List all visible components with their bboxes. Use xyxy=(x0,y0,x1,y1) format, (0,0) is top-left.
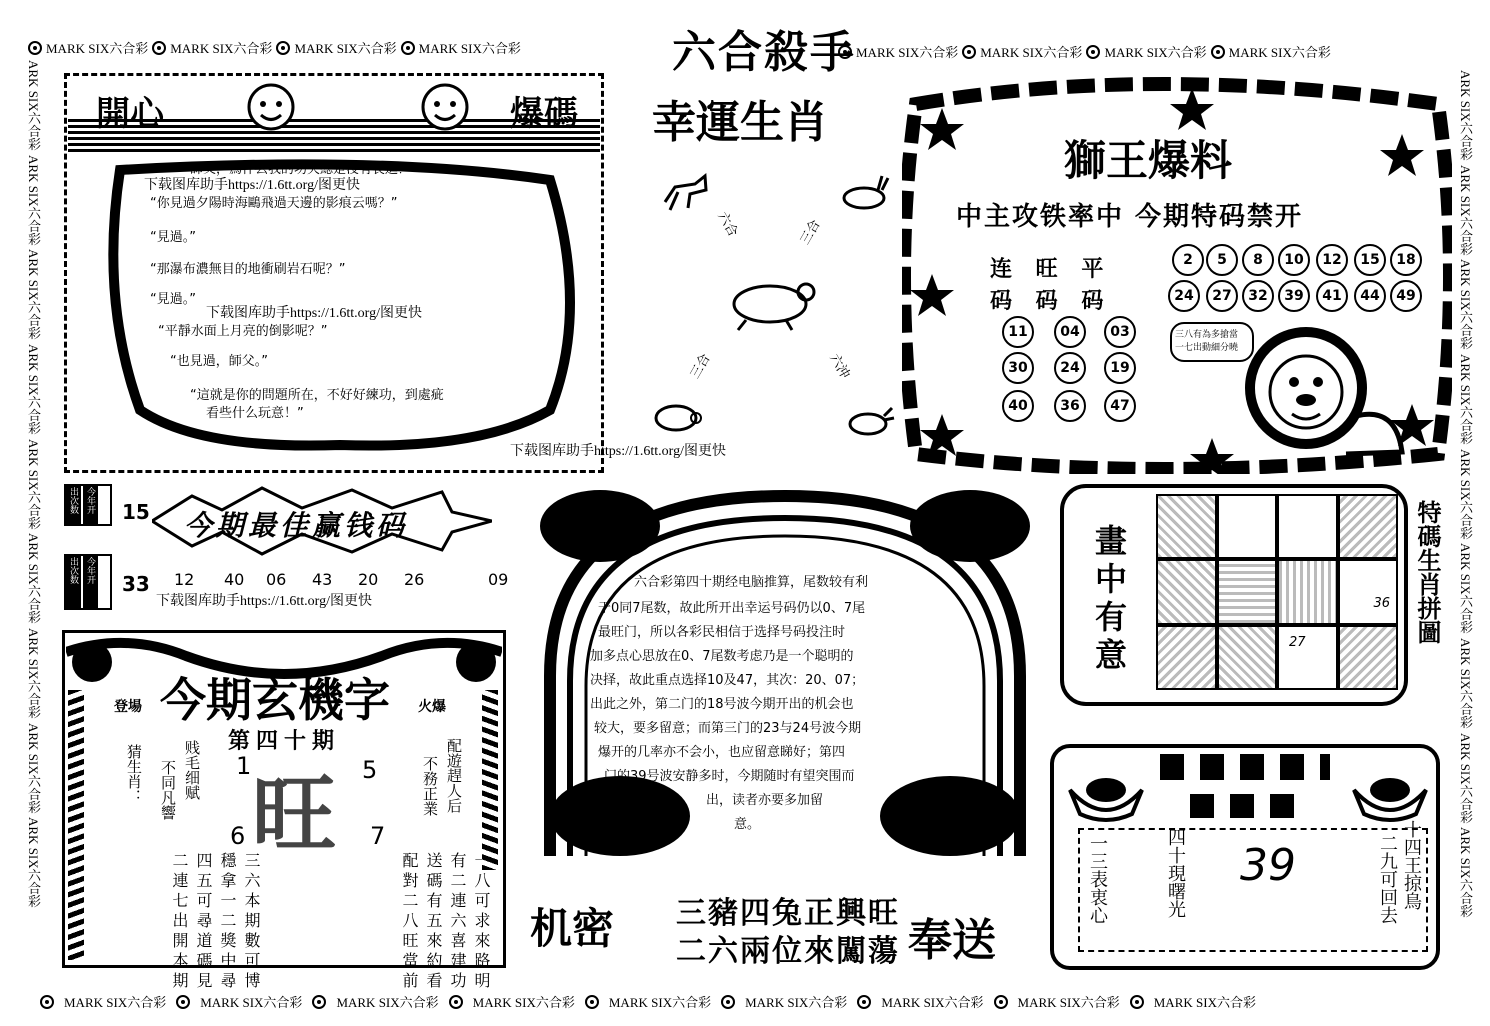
banned-number: 41 xyxy=(1316,280,1348,312)
watermark: 下载图库助手https://1.6tt.org/图更快 xyxy=(510,444,726,459)
relation-label: 六沖 xyxy=(826,351,853,382)
flower-icon xyxy=(1130,995,1144,1009)
xuanji-number: 6 xyxy=(230,822,246,850)
verse-column: 二連七出開本期 xyxy=(170,852,189,992)
lion-icon xyxy=(1226,326,1416,470)
puzzle-cell xyxy=(1156,625,1217,690)
speech-line: 一七出動細分曉 xyxy=(1175,343,1239,353)
puzzle-cell xyxy=(1217,494,1278,559)
best-number: 09 xyxy=(488,570,509,589)
puzzle-cell xyxy=(1277,494,1338,559)
clue-column: 贱毛细赋 xyxy=(183,740,201,800)
xuanji-period: 第四十期 xyxy=(228,729,341,754)
puzzle-number: 36 xyxy=(1373,595,1390,611)
treasure-column: 一三表衷心 xyxy=(1087,834,1108,924)
clue-column: 不務正業 xyxy=(421,756,439,816)
flower-icon xyxy=(1211,45,1225,59)
horse-icon xyxy=(660,172,710,216)
verse-column: 四五可尋道碼見 xyxy=(194,852,213,992)
article-line: 出此之外，第二门的18号波今期开出的机会也 xyxy=(590,697,854,712)
right-border: ARK SIX六合彩 ARK SIX六合彩 ARK SIX六合彩 ARK SIX六合彩 ARK SIX六合彩 ARK SIX六合彩 ARK SIX六合彩 ARK SIX六合彩 ARK SIX六合彩 xyxy=(1458,70,1473,918)
guess-label: 猜生肖： xyxy=(125,744,143,804)
banned-number: 5 xyxy=(1206,244,1238,276)
best-number: 06 xyxy=(266,570,287,589)
dialog-line: “你見過夕陽時海鷗飛過天邊的影痕云嗎？” xyxy=(150,196,398,211)
lion-title: 獅王爆料 xyxy=(1064,136,1233,185)
dialog-line: “這就是你的問題所在，不好好練功，到處疵 xyxy=(190,388,444,403)
article-line: 决择，故此重点选择10及47，其次：20、07； xyxy=(590,673,865,688)
flower-icon xyxy=(994,995,1008,1009)
banned-number: 12 xyxy=(1316,244,1348,276)
dialog-line: “也見過，師父。” xyxy=(170,354,268,369)
streak-number: 36 xyxy=(1054,390,1086,422)
dialog-line: 看些什么玩意！” xyxy=(206,406,304,421)
best-number: 26 xyxy=(404,570,425,589)
streak-number: 03 xyxy=(1104,316,1136,348)
dialog-line: “見過。” xyxy=(150,230,196,245)
banned-number: 18 xyxy=(1390,244,1422,276)
treasure-number: 39 xyxy=(1240,840,1296,891)
count-label: 今年开 xyxy=(83,556,98,608)
xuanji-big-char: 旺 xyxy=(252,766,337,864)
lucky-title: 幸運生肖 xyxy=(652,97,828,148)
verse-column: 配對二八旺當前 xyxy=(400,852,419,992)
xuanji-number: 5 xyxy=(362,756,378,784)
streak-label-2: 码 码 码 xyxy=(990,289,1112,314)
verse-column: 送碼有五來約看 xyxy=(424,852,443,992)
banned-number: 49 xyxy=(1390,280,1422,312)
flower-icon xyxy=(585,995,599,1009)
best-number: 12 xyxy=(174,570,195,589)
treasure-banner xyxy=(1190,794,1306,818)
verse-column: 有二連六喜建功 xyxy=(448,852,467,992)
flower-icon xyxy=(40,995,54,1009)
cartoon-face-icon xyxy=(420,82,470,136)
goat-icon xyxy=(726,276,822,336)
streak-number: 30 xyxy=(1002,352,1034,384)
puzzle-cell xyxy=(1338,559,1399,624)
streak-number: 47 xyxy=(1104,390,1136,422)
picture-title: 畫中有意 xyxy=(1090,524,1128,676)
count-label: 今年开 xyxy=(83,486,98,524)
count-label: 出次数 xyxy=(66,556,81,608)
dialog-line: “見過。” xyxy=(150,292,196,307)
relation-label: 三合 xyxy=(797,217,824,248)
bottom-border: MARK SIX六合彩 MARK SIX六合彩 MARK SIX六合彩 MARK SIX六合彩 MARK SIX六合彩 MARK SIX六合彩 MARK SIX六合彩 MARK SIX六合彩 MARK SIX六合彩 xyxy=(40,992,1470,1011)
relation-label: 六合 xyxy=(714,209,741,240)
lion-subtitle: 中主攻铁率中 今期特码禁开 xyxy=(956,202,1304,232)
puzzle-cell xyxy=(1156,559,1217,624)
banned-number: 2 xyxy=(1172,244,1204,276)
article-line: 意。 xyxy=(734,817,761,832)
streak-number: 11 xyxy=(1002,316,1034,348)
treasure-banner xyxy=(1160,754,1330,780)
jimi-line-2: 二六兩位來闖蕩 xyxy=(676,934,900,969)
banned-number: 39 xyxy=(1278,280,1310,312)
banned-number: 10 xyxy=(1278,244,1310,276)
flower-icon xyxy=(28,41,42,55)
flower-icon xyxy=(1086,45,1100,59)
clue-column: 配遊趕人后 xyxy=(445,738,463,813)
banned-number: 24 xyxy=(1168,280,1200,312)
article-line: 出，读者亦要多加留 xyxy=(706,793,824,808)
article-line: 最旺门，所以各彩民相信于选择号码投注时 xyxy=(598,625,846,640)
top-border: MARK SIX六合彩 MARK SIX六合彩 MARK SIX六合彩 MARK SIX六合彩 xyxy=(28,38,668,57)
page-title: 六合殺手 xyxy=(672,27,856,78)
dialog-line: “那瀑布濃無目的地衝刷岩石呢？” xyxy=(150,262,346,277)
xuanji-left-tag: 登場 xyxy=(114,699,142,715)
flower-icon xyxy=(449,995,463,1009)
article-line: 较大，要多留意；而第三门的23与24号波今期 xyxy=(594,721,862,736)
puzzle-cell xyxy=(1217,625,1278,690)
relation-label: 三合 xyxy=(687,351,714,382)
best-number: 43 xyxy=(312,570,333,589)
jimi-line-1: 三豬四兔正興旺 xyxy=(676,896,900,931)
treasure-column: 四十現曙光 xyxy=(1165,828,1186,918)
streak-number: 19 xyxy=(1104,352,1136,384)
rope-right xyxy=(482,690,498,870)
banned-number: 15 xyxy=(1354,244,1386,276)
flower-icon xyxy=(857,995,871,1009)
article-line: 加多点心思放在0、7尾数考虑乃是一个聪明的 xyxy=(590,649,854,664)
flower-icon xyxy=(401,41,415,55)
count-value: 33 xyxy=(122,572,150,596)
xuanji-title: 今期玄機字 xyxy=(160,673,390,727)
banned-number: 27 xyxy=(1206,280,1238,312)
banned-number: 44 xyxy=(1354,280,1386,312)
flower-icon xyxy=(962,45,976,59)
banned-number: 32 xyxy=(1242,280,1274,312)
verse-column: 三六本期數可博 xyxy=(242,852,261,992)
xuanji-number: 1 xyxy=(236,752,252,780)
streak-label-1: 连 旺 平 xyxy=(990,257,1112,282)
banned-number: 8 xyxy=(1242,244,1274,276)
article-line: 于0同7尾数，故此所开出幸运号码仍以0、7尾 xyxy=(598,601,866,616)
jimi-gift: 奉送 xyxy=(908,915,996,966)
treasure-column: 二九可回去 xyxy=(1377,834,1398,924)
streak-number: 24 xyxy=(1054,352,1086,384)
article-line: 门的39号波安静多时，今期随时有望突围而 xyxy=(604,769,855,784)
puzzle-cell xyxy=(1338,494,1399,559)
best-title: 今期最佳赢钱码 xyxy=(184,509,409,542)
flower-icon xyxy=(176,995,190,1009)
streak-number: 40 xyxy=(1002,390,1034,422)
flower-icon xyxy=(312,995,326,1009)
count-label: 出次数 xyxy=(66,486,81,524)
verse-column: 穩拿一二獎中尋 xyxy=(218,852,237,992)
picture-side-title: 特碼生肖拼圖 xyxy=(1413,500,1442,644)
puzzle-cell xyxy=(1217,559,1278,624)
puzzle-cell xyxy=(1277,625,1338,690)
puzzle-number: 27 xyxy=(1289,634,1306,650)
count-box xyxy=(64,484,112,526)
streak-number: 04 xyxy=(1054,316,1086,348)
puzzle-cell xyxy=(1156,494,1217,559)
verse-column: 一八可求來路明 xyxy=(472,852,491,992)
dialog-line: “平靜水面上月亮的倒影呢？” xyxy=(158,324,328,339)
flower-icon xyxy=(721,995,735,1009)
watermark: 下载图库助手https://1.6tt.org/图更快 xyxy=(206,306,422,321)
article-line: 爆开的几率亦不会小，也应留意睇好；第四 xyxy=(598,745,846,760)
gold-ingot-icon xyxy=(1066,770,1146,828)
count-box xyxy=(64,554,112,610)
count-value: 15 xyxy=(122,500,150,524)
ox-icon xyxy=(846,404,896,444)
article-line: 六合彩第四十期经电脑推算，尾数较有利 xyxy=(634,575,869,590)
rope-left xyxy=(68,690,84,960)
kaixin-left-title: 開心 xyxy=(96,94,164,134)
treasure-column: 十四王掠鳥 xyxy=(1401,820,1422,910)
clue-column: 不同凡響 xyxy=(159,760,177,820)
puzzle-grid xyxy=(1156,494,1398,690)
xuanji-number: 7 xyxy=(370,822,386,850)
pig-icon xyxy=(652,402,704,438)
flower-icon xyxy=(152,41,166,55)
top-border-right: MARK SIX六合彩 MARK SIX六合彩 MARK SIX六合彩 MARK SIX六合彩 xyxy=(838,42,1468,61)
best-number: 40 xyxy=(224,570,245,589)
puzzle-cell xyxy=(1277,559,1338,624)
left-border: ARK SIX六合彩 ARK SIX六合彩 ARK SIX六合彩 ARK SIX六合彩 ARK SIX六合彩 ARK SIX六合彩 ARK SIX六合彩 ARK SIX六合彩 ARK SIX六合彩 xyxy=(26,60,41,908)
xuanji-right-tag: 火爆 xyxy=(418,699,446,715)
flower-icon xyxy=(276,41,290,55)
cartoon-face-icon xyxy=(246,82,296,136)
watermark: 下载图库助手https://1.6tt.org/图更快 xyxy=(156,594,372,609)
kaixin-right-title: 爆碼 xyxy=(510,94,578,134)
jimi-label: 机密 xyxy=(530,904,615,953)
puzzle-cell xyxy=(1338,625,1399,690)
watermark: 下载图库助手https://1.6tt.org/图更快 xyxy=(144,178,360,193)
speech-line: 三八有為多搶當 xyxy=(1175,330,1239,340)
dialog-line: 師父，爲什么我的功夫總是沒有長進？” xyxy=(190,162,418,177)
rabbit-icon xyxy=(836,172,892,216)
best-number: 20 xyxy=(358,570,379,589)
